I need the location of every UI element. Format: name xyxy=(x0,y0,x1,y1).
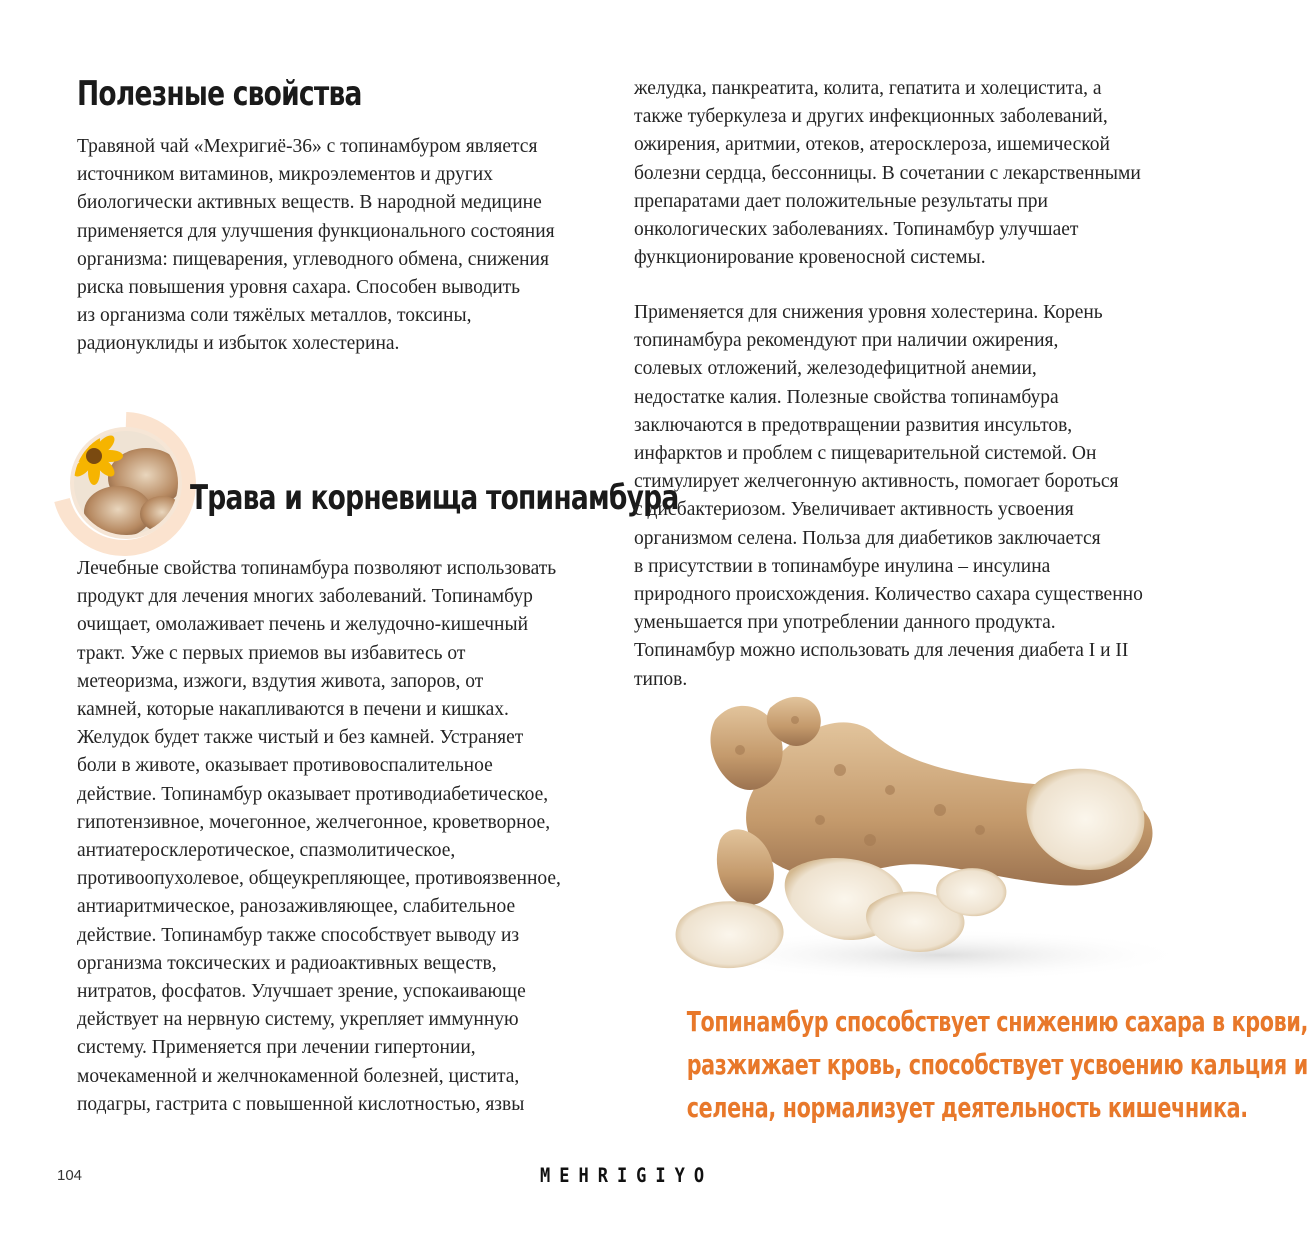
text-line: гипотензивное, мочегонное, желчегонное, кроветворное, xyxy=(77,811,551,833)
column2-paragraph-2 xyxy=(634,299,1143,694)
text-line: Применяется для снижения уровня холестерина. Корень xyxy=(634,302,1103,323)
text-line: действует на нервную систему, укрепляет иммунную xyxy=(77,1009,519,1031)
text-line: риска повышения уровня сахара. Способен выводить xyxy=(77,277,521,299)
text-line: действие. Топинамбур оказывает противодиабетическое, xyxy=(77,783,549,805)
section1-paragraph xyxy=(77,133,555,359)
text-line: недостатке калия. Полезные свойства топинамбура xyxy=(634,386,1059,408)
text-line: солевых отложений, железодефицитной анемии, xyxy=(634,358,1037,380)
text-line: функционирование кровеносной системы. xyxy=(634,247,986,269)
section2-paragraph xyxy=(77,555,561,1119)
text-line: антиаритмическое, ранозаживляющее, слабительное xyxy=(77,896,516,918)
text-line: типов. xyxy=(634,668,688,690)
highlight-callout xyxy=(610,1000,1308,1129)
text-line: препаратами дает положительные результаты при xyxy=(634,190,1048,212)
text-line: ожирения, аритмии, отеков, атеросклероза, ишемической xyxy=(634,134,1110,156)
text-line: в присутствии в топинамбуре инулина – инсулина xyxy=(634,555,1051,577)
text-line: Травяной чай «Мехригиё-36» с топинамбуром является xyxy=(77,136,538,157)
text-line: тракт. Уже с первых приемов вы избавитесь от xyxy=(77,642,466,664)
text-line: Желудок будет также чистый и без камней. Устраняет xyxy=(77,727,524,749)
text-line: боли в животе, оказывает противовоспалительное xyxy=(77,755,493,777)
text-line: метеоризма, изжоги, вздутия живота, запоров, от xyxy=(77,670,484,692)
text-line: природного происхождения. Количество сахара существенно xyxy=(634,584,1143,606)
text-line: организма токсических и радиоактивных веществ, xyxy=(77,952,497,974)
page-number: 104 xyxy=(57,1167,83,1184)
text-line: болезни сердца, бессонницы. В сочетании с лекарственными xyxy=(634,162,1141,184)
text-line: также туберкулеза и других инфекционных заболеваний, xyxy=(634,106,1108,128)
jerusalem-artichoke-photo xyxy=(640,690,1180,990)
text-line: уменьшается при употреблении данного продукта. xyxy=(634,612,1056,634)
section-title-useful-properties: Полезные свойства xyxy=(77,74,362,114)
text-line: разжижает кровь, способствует усвоению кальция и xyxy=(686,1048,1308,1081)
text-line: противоопухолевое, общеукрепляющее, противоязвенное, xyxy=(77,868,561,890)
text-line: действие. Топинамбур также способствует выводу из xyxy=(77,924,520,946)
text-line: заключаются в предотвращении развития инсультов, xyxy=(634,414,1073,436)
text-line: мочекаменной и желчнокаменной болезней, цистита, xyxy=(77,1065,520,1087)
text-line: Топинамбур способствует снижению сахара в крови, xyxy=(686,1005,1308,1038)
text-line: желудка, панкреатита, колита, гепатита и холецистита, а xyxy=(634,78,1102,99)
text-line: систему. Применяется при лечении гипертонии, xyxy=(77,1037,476,1059)
text-line: очищает, омолаживает печень и желудочно-кишечный xyxy=(77,614,529,636)
text-line: камней, которые накапливаются в печени и кишках. xyxy=(77,699,509,721)
text-line: антиатеросклеротическое, спазмолитическое, xyxy=(77,840,456,862)
text-line: организмом селена. Польза для диабетиков заключается xyxy=(634,527,1101,549)
text-line: инфарктов и проблем с пищеварительной системой. Он xyxy=(634,443,1097,465)
text-line: источником витаминов, микроэлементов и других xyxy=(77,164,493,186)
text-line: радионуклиды и избыток холестерина. xyxy=(77,333,400,355)
text-line: стимулирует желчегонную активность, помогает бороться xyxy=(634,471,1119,493)
brand-logo: MEHRIGIYO xyxy=(540,1164,714,1188)
text-line: селена, нормализует деятельность кишечника. xyxy=(686,1091,1248,1124)
text-line: организма: пищеварения, углеводного обмена, снижения xyxy=(77,248,549,270)
text-line: с дисбактериозом. Увеличивает активность усвоения xyxy=(634,499,1074,521)
text-line: биологически активных веществ. В народной медицине xyxy=(77,192,542,214)
flower-tuber-badge xyxy=(48,410,198,560)
text-line: применяется для улучшения функционального состояния xyxy=(77,220,555,242)
column2-paragraph-1 xyxy=(634,75,1141,272)
text-line: подагры, гастрита с повышенной кислотностью, язвы xyxy=(77,1093,525,1115)
text-line: Лечебные свойства топинамбура позволяют использовать xyxy=(77,558,557,579)
section-title-herb-and-roots: Трава и корневища топинамбура xyxy=(190,478,679,518)
text-line: Топинамбур можно использовать для лечения диабета I и II xyxy=(634,640,1129,662)
text-line: топинамбура рекомендуют при наличии ожирения, xyxy=(634,330,1059,352)
text-line: продукт для лечения многих заболеваний. Топинамбур xyxy=(77,586,533,608)
text-line: нитратов, фосфатов. Улучшает зрение, успокаивающе xyxy=(77,981,526,1003)
text-line: онкологических заболеваниях. Топинамбур улучшает xyxy=(634,219,1079,241)
text-line: из организма соли тяжёлых металлов, токсины, xyxy=(77,305,472,327)
